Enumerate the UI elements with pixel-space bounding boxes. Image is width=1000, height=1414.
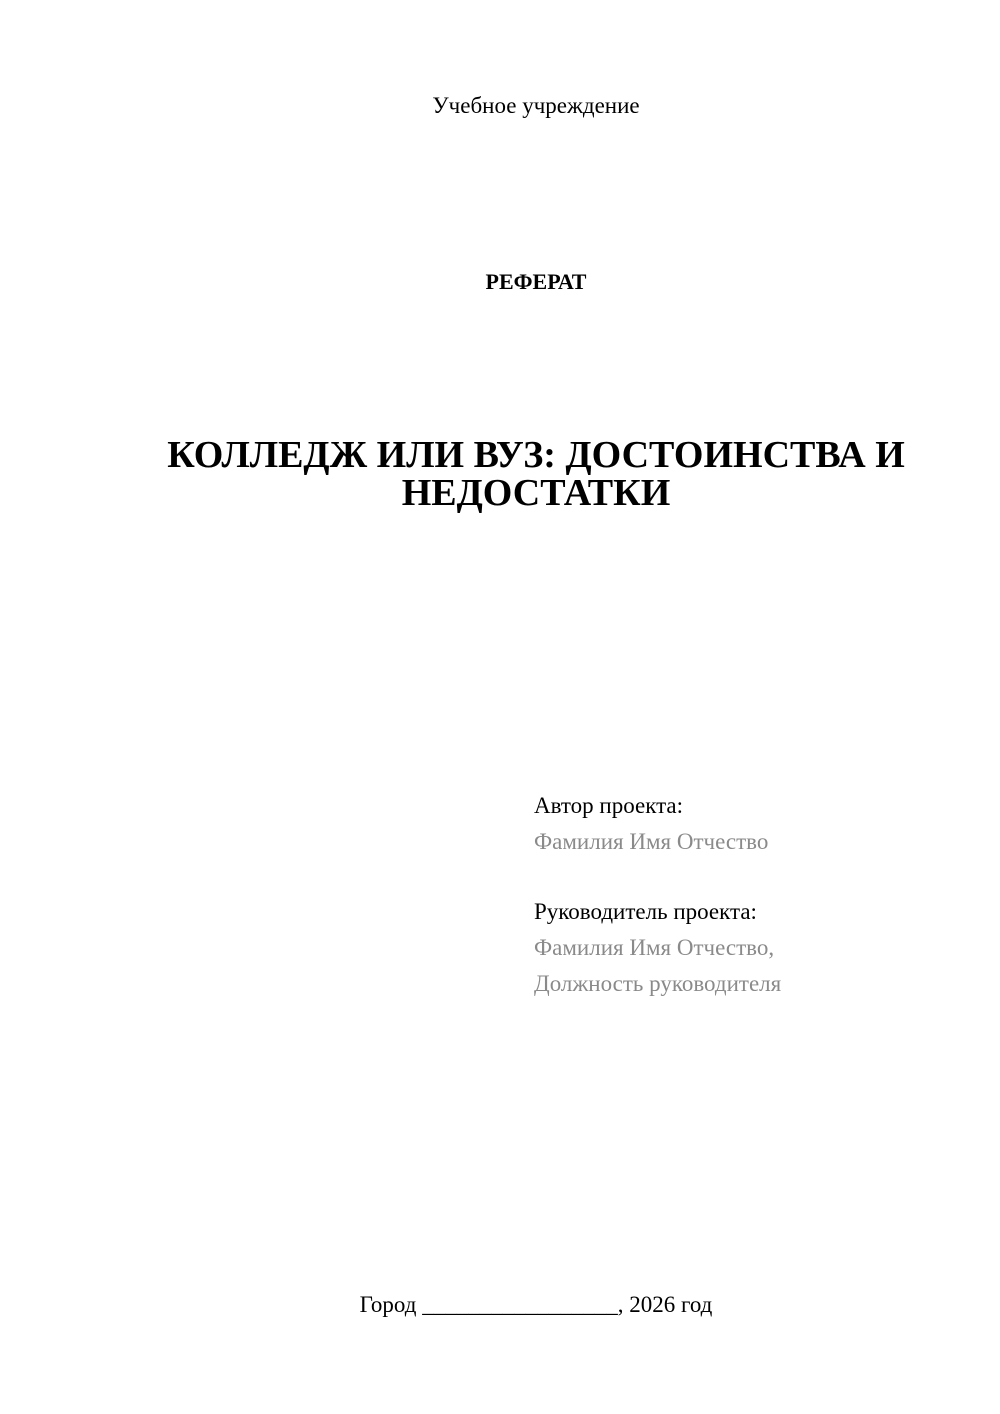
document-title-line-1: КОЛЛЕДЖ ИЛИ ВУЗ: ДОСТОИНСТВА И — [167, 434, 905, 476]
credits-spacer — [534, 860, 974, 894]
document-title — [150, 436, 922, 512]
author-name: Фамилия Имя Отчество — [534, 829, 769, 854]
document-type: РЕФЕРАТ — [485, 269, 587, 294]
supervisor-name: Фамилия Имя Отчество, — [534, 935, 775, 960]
author-label: Автор проекта: — [534, 793, 683, 818]
supervisor-label: Руководитель проекта: — [534, 899, 757, 924]
city-and-year: Город _________________, 2026 год — [359, 1292, 713, 1317]
supervisor-position: Должность руководителя — [534, 971, 782, 996]
credits-block — [534, 788, 974, 1002]
institution-name: Учебное учреждение — [432, 93, 640, 118]
document-title-line-2: НЕДОСТАТКИ — [401, 472, 671, 514]
